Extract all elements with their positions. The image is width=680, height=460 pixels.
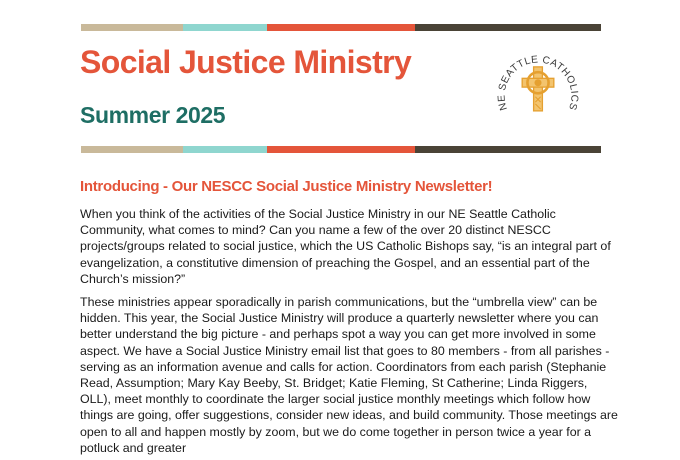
bottom-color-stripe: [81, 146, 601, 153]
stripe-teal-segment: [183, 24, 267, 31]
stripe-teal-segment: [183, 146, 267, 153]
stripe-coral-segment: [267, 146, 415, 153]
stripe-tan-segment: [81, 24, 183, 31]
logo-graphic: [494, 44, 582, 132]
top-color-stripe: [81, 24, 601, 31]
stripe-brown-segment: [415, 24, 601, 31]
celtic-cross-icon: [522, 67, 554, 111]
stripe-tan-segment: [81, 146, 183, 153]
logo-arc-textpath: NE SEATTLE CATHOLICS: [496, 54, 580, 112]
article-heading: Introducing - Our NESCC Social Justice Ministry Newsletter!: [80, 178, 493, 195]
stripe-brown-segment: [415, 146, 601, 153]
article-paragraph-2: These ministries appear sporadically in parish communications, but the “umbrella view” can be hidden. This year, the Social Justice Ministry will produce a quarterly newsletter where you can better understand the big picture - and perhaps spot a way you can get more involved in some aspect. We have a Social Justice Ministry email list that goes to 80 members - from all parishes - serving as an information avenue and calls for action. Coordinators from each parish (Stephanie Read, Assumption; Mary Kay Beeby, St. Bridget; Katie Fleming, St Catherine; Linda Riggers, OLL), meet monthly to coordinate the larger social justice monthly meetings which follow how things are going, offer suggestions, consider new ideas, and build community. Those meetings are open to all and happen mostly by zoom, but we do come together in person twice a year for a potluck and greater: [80, 295, 618, 455]
stripe-coral-segment: [267, 24, 415, 31]
article-paragraph-1: When you think of the activities of the Social Justice Ministry in our NE Seattle Catholic Community, what comes to mind? Can you name a few of the over 20 distinct NESCC projects/groups related to social justice, which the US Catholic Bishops say, “is an integral part of evangelization, a constitutive dimension of preaching the Gospel, and an essential part of the Church’s mission?”: [80, 207, 611, 286]
newsletter-issue: Summer 2025: [80, 102, 226, 128]
newsletter-title: Social Justice Ministry: [80, 44, 412, 80]
ne-seattle-catholics-logo: [494, 44, 582, 132]
